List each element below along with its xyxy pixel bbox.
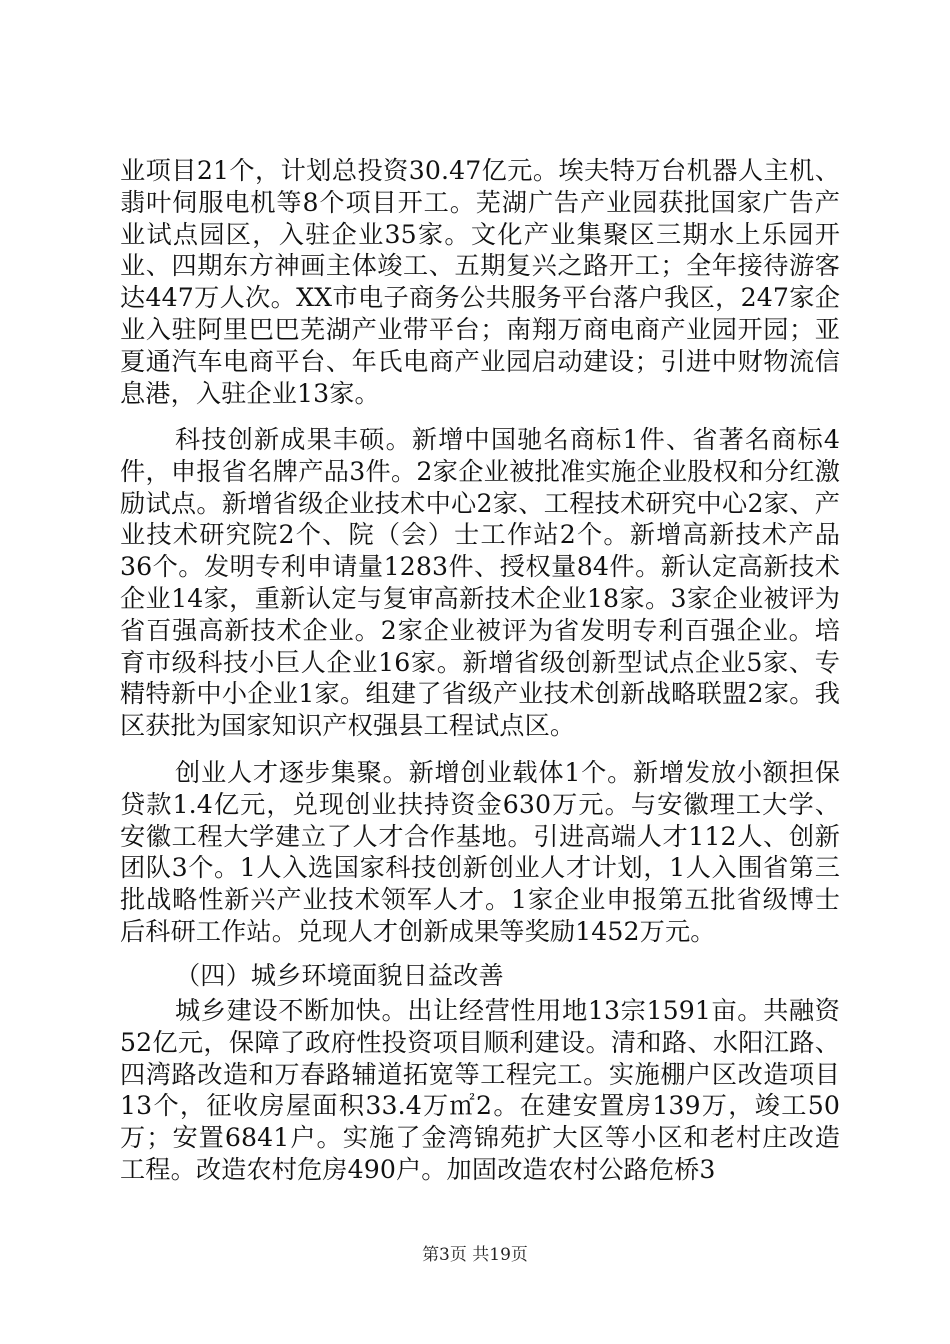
- paragraph-industry-projects: 业项目21个，计划总投资30.47亿元。埃夫特万台机器人主机、翡叶伺服电机等8个项目开工。芜湖广告产业园获批国家广告产业试点园区，入驻企业35家。文化产业集聚区三期水上乐园开业、四期东方神画主体竣工、五期复兴之路开工；全年接待游客达447万人次。XX市电子商务公共服务平台落户我区，247家企业入驻阿里巴巴芜湖产业带平台；南翔万商电商产业园开园；亚夏通汽车电商平台、年氏电商产业园启动建设；引进中财物流信息港，入驻企业13家。: [120, 156, 840, 408]
- section-heading-urban-rural: （四）城乡环境面貌日益改善: [175, 961, 504, 990]
- paragraph-tech-innovation: 科技创新成果丰硕。新增中国驰名商标1件、省著名商标4件，申报省名牌产品3件。2家企业被批准实施企业股权和分红激励试点。新增省级企业技术中心2家、工程技术研究中心2家、产业技术研究院2个、院（会）士工作站2个。新增高新技术产品36个。发明专利申请量1283件、授权量84件。新认定高新技术企业14家，重新认定与复审高新技术企业18家。3家企业被评为省百强高新技术企业。2家企业被评为省发明专利百强企业。培育市级科技小巨人企业16家。新增省级创新型试点企业5家、专精特新中小企业1家。组建了省级产业技术创新战略联盟2家。我区获批为国家知识产权强县工程试点区。: [120, 425, 840, 741]
- paragraph-urban-construction: 城乡建设不断加快。出让经营性用地13宗1591亩。共融资52亿元，保障了政府性投资项目顺利建设。清和路、水阳江路、四湾路改造和万春路辅道拓宽等工程完工。实施棚户区改造项目13个，征收房屋面积33.4万㎡2。在建安置房139万，竣工50万；安置6841户。实施了金湾锦苑扩大区等小区和老村庄改造工程。改造农村危房490户。加固改造农村公路危桥3: [120, 996, 840, 1184]
- page-footer: 第3页 共19页: [422, 1245, 528, 1265]
- paragraph-talent-gathering: 创业人才逐步集聚。新增创业载体1个。新增发放小额担保贷款1.4亿元，兑现创业扶持资金630万元。与安徽理工大学、安徽工程大学建立了人才合作基地。引进高端人才112人、创新团队3个。1人入选国家科技创新创业人才计划，1人入围省第三批战略性新兴产业技术领军人才。1家企业申报第五批省级博士后科研工作站。兑现人才创新成果等奖励1452万元。: [120, 758, 840, 946]
